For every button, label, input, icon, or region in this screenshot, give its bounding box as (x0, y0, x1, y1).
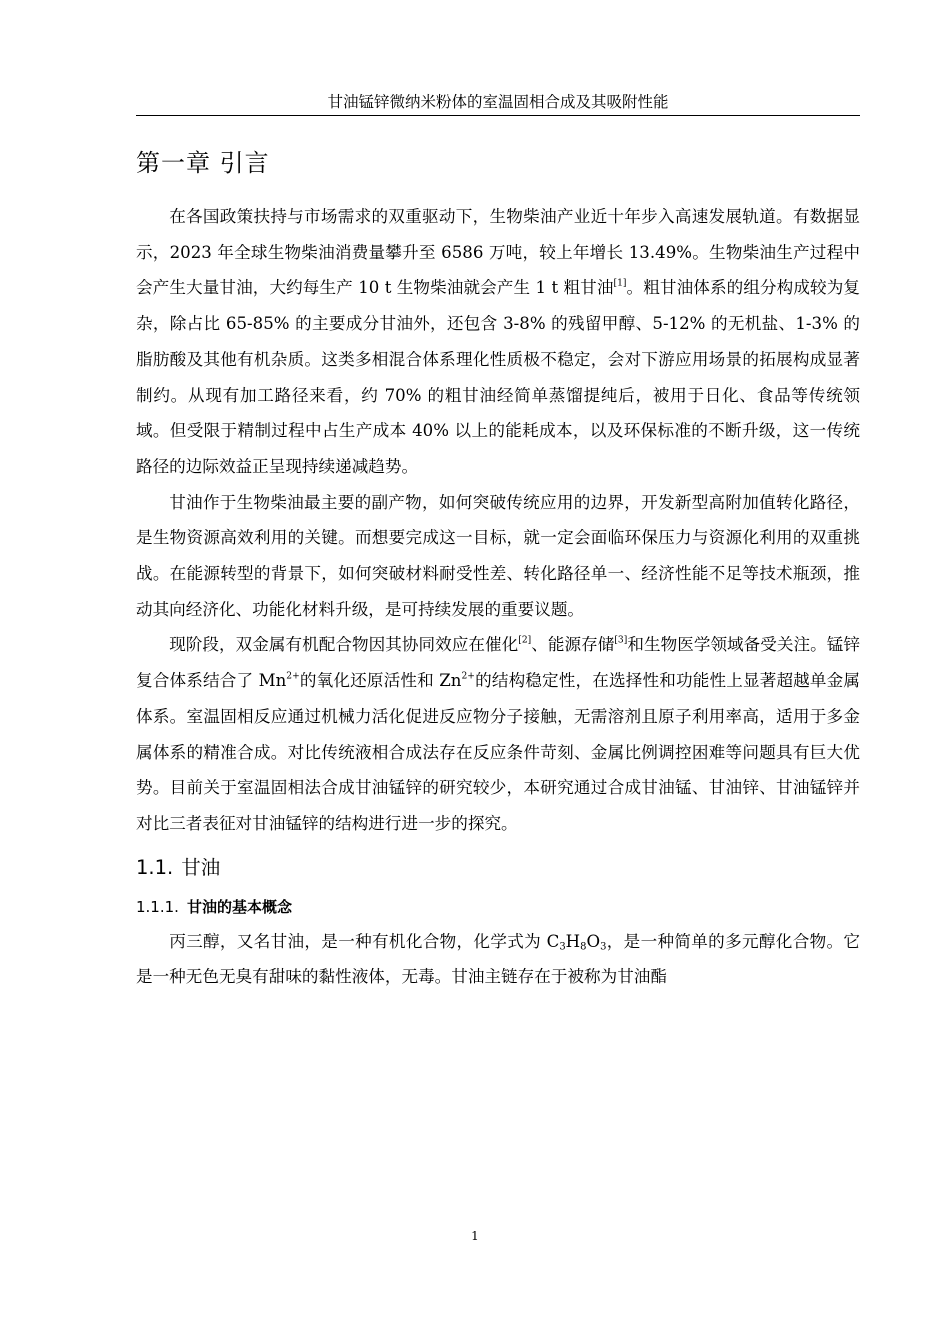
formula-element: H (565, 931, 581, 951)
section-heading-1-1-1 (136, 896, 860, 918)
section-heading-1-1 (136, 854, 860, 882)
section-title: 甘油的基本概念 (186, 897, 292, 916)
paragraph-text: 在各国政策扶持与市场需求的双重驱动下，生物柴油产业近十年步入高速发展轨道。有数据显示，2023 年全球生物柴油消费量攀升至 6586 万吨，较上年增长 13.49%。生物柴油生产过程中会产生大量甘油，大约每生产 10 t 生物柴油就会产生 1 t 粗甘油 (136, 207, 860, 298)
chapter-title: 第一章 引言 (136, 149, 270, 177)
citation-ref: [2] (518, 636, 532, 647)
section-title: 甘油 (181, 855, 221, 879)
paragraph-text: 和生物医学领域备受关注。锰锌复合体系结合了 Mn (136, 635, 861, 691)
ion-charge: 2+ (461, 671, 475, 682)
paragraph-text: 现阶段，双金属有机配合物因其协同效应在催化 (169, 635, 519, 655)
paragraph-text: 丙三醇，又名甘油，是一种有机化合物，化学式为 C (169, 931, 560, 951)
paragraph-glycerol-definition (136, 924, 860, 995)
section-number: 1.1.1. (136, 897, 179, 916)
paragraph-text: ，是一种简单的多元醇化合物。它是一种无色无臭有甜味的黏性液体，无毒。甘油主链存在于被称为甘油酯 (136, 931, 860, 987)
paragraph-text: 的结构稳定性，在选择性和功能性上显著超越单金属体系。室温固相反应通过机械力活化促进反应物分子接触，无需溶剂且原子利用率高，适用于多金属体系的精准合成。对比传统液相合成法存在反应条件苛刻、金属比例调控困难等问题具有巨大优势。目前关于室温固相法合成甘油锰锌的研究较少，本研究通过合成甘油锰、甘油锌、甘油锰锌并对比三者表征对甘油锰锌的结构进行进一步的探究。 (136, 671, 861, 833)
paragraph-bimetallic-complexes (136, 627, 860, 841)
formula-subscript: 3 (600, 941, 607, 953)
ion-charge: 2+ (286, 671, 300, 682)
formula-element: O (586, 931, 601, 951)
citation-ref: [1] (613, 279, 627, 290)
citation-ref: [3] (614, 636, 628, 647)
running-header: 甘油锰锌微纳米粉体的室温固相合成及其吸附性能 (136, 92, 860, 116)
formula-subscript: 8 (580, 941, 587, 953)
paragraph-glycerol-challenges: 甘油作于生物柴油最主要的副产物，如何突破传统应用的边界，开发新型高附加值转化路径，是生物资源高效利用的关键。而想要完成这一目标，就一定会面临环保压力与资源化利用的双重挑战。在能源转型的背景下，如何突破材料耐受性差、转化路径单一、经济性能不足等技术瓶颈，推动其向经济化、功能化材料升级，是可持续发展的重要议题。 (136, 492, 860, 619)
body-text (136, 199, 860, 995)
section-number: 1.1. (136, 855, 174, 879)
formula-subscript: 3 (559, 941, 566, 953)
paragraph-text: 的氧化还原活性和 Zn (299, 671, 462, 691)
paragraph-text: 、能源存储 (531, 635, 615, 655)
page-number: 1 (471, 1229, 479, 1243)
paragraph-text: 。粗甘油体系的组分构成较为复杂，除占比 65-85% 的主要成分甘油外，还包含 3-8% 的残留甲醇、5-12% 的无机盐、1-3% 的脂肪酸及其他有机杂质。这类多相混合体系理化性质极不稳定，会对下游应用场景的拓展构成显著制约。从现有加工路径来看，约 70% 的粗甘油经简单蒸馏提纯后，被用于日化、食品等传统领域。但受限于精制过程中占生产成本 40% 以上的能耗成本，以及环保标准的不断升级，这一传统路径的边际效益正呈现持续递减趋势。 (136, 278, 861, 476)
paragraph-biodiesel-background (136, 199, 860, 485)
